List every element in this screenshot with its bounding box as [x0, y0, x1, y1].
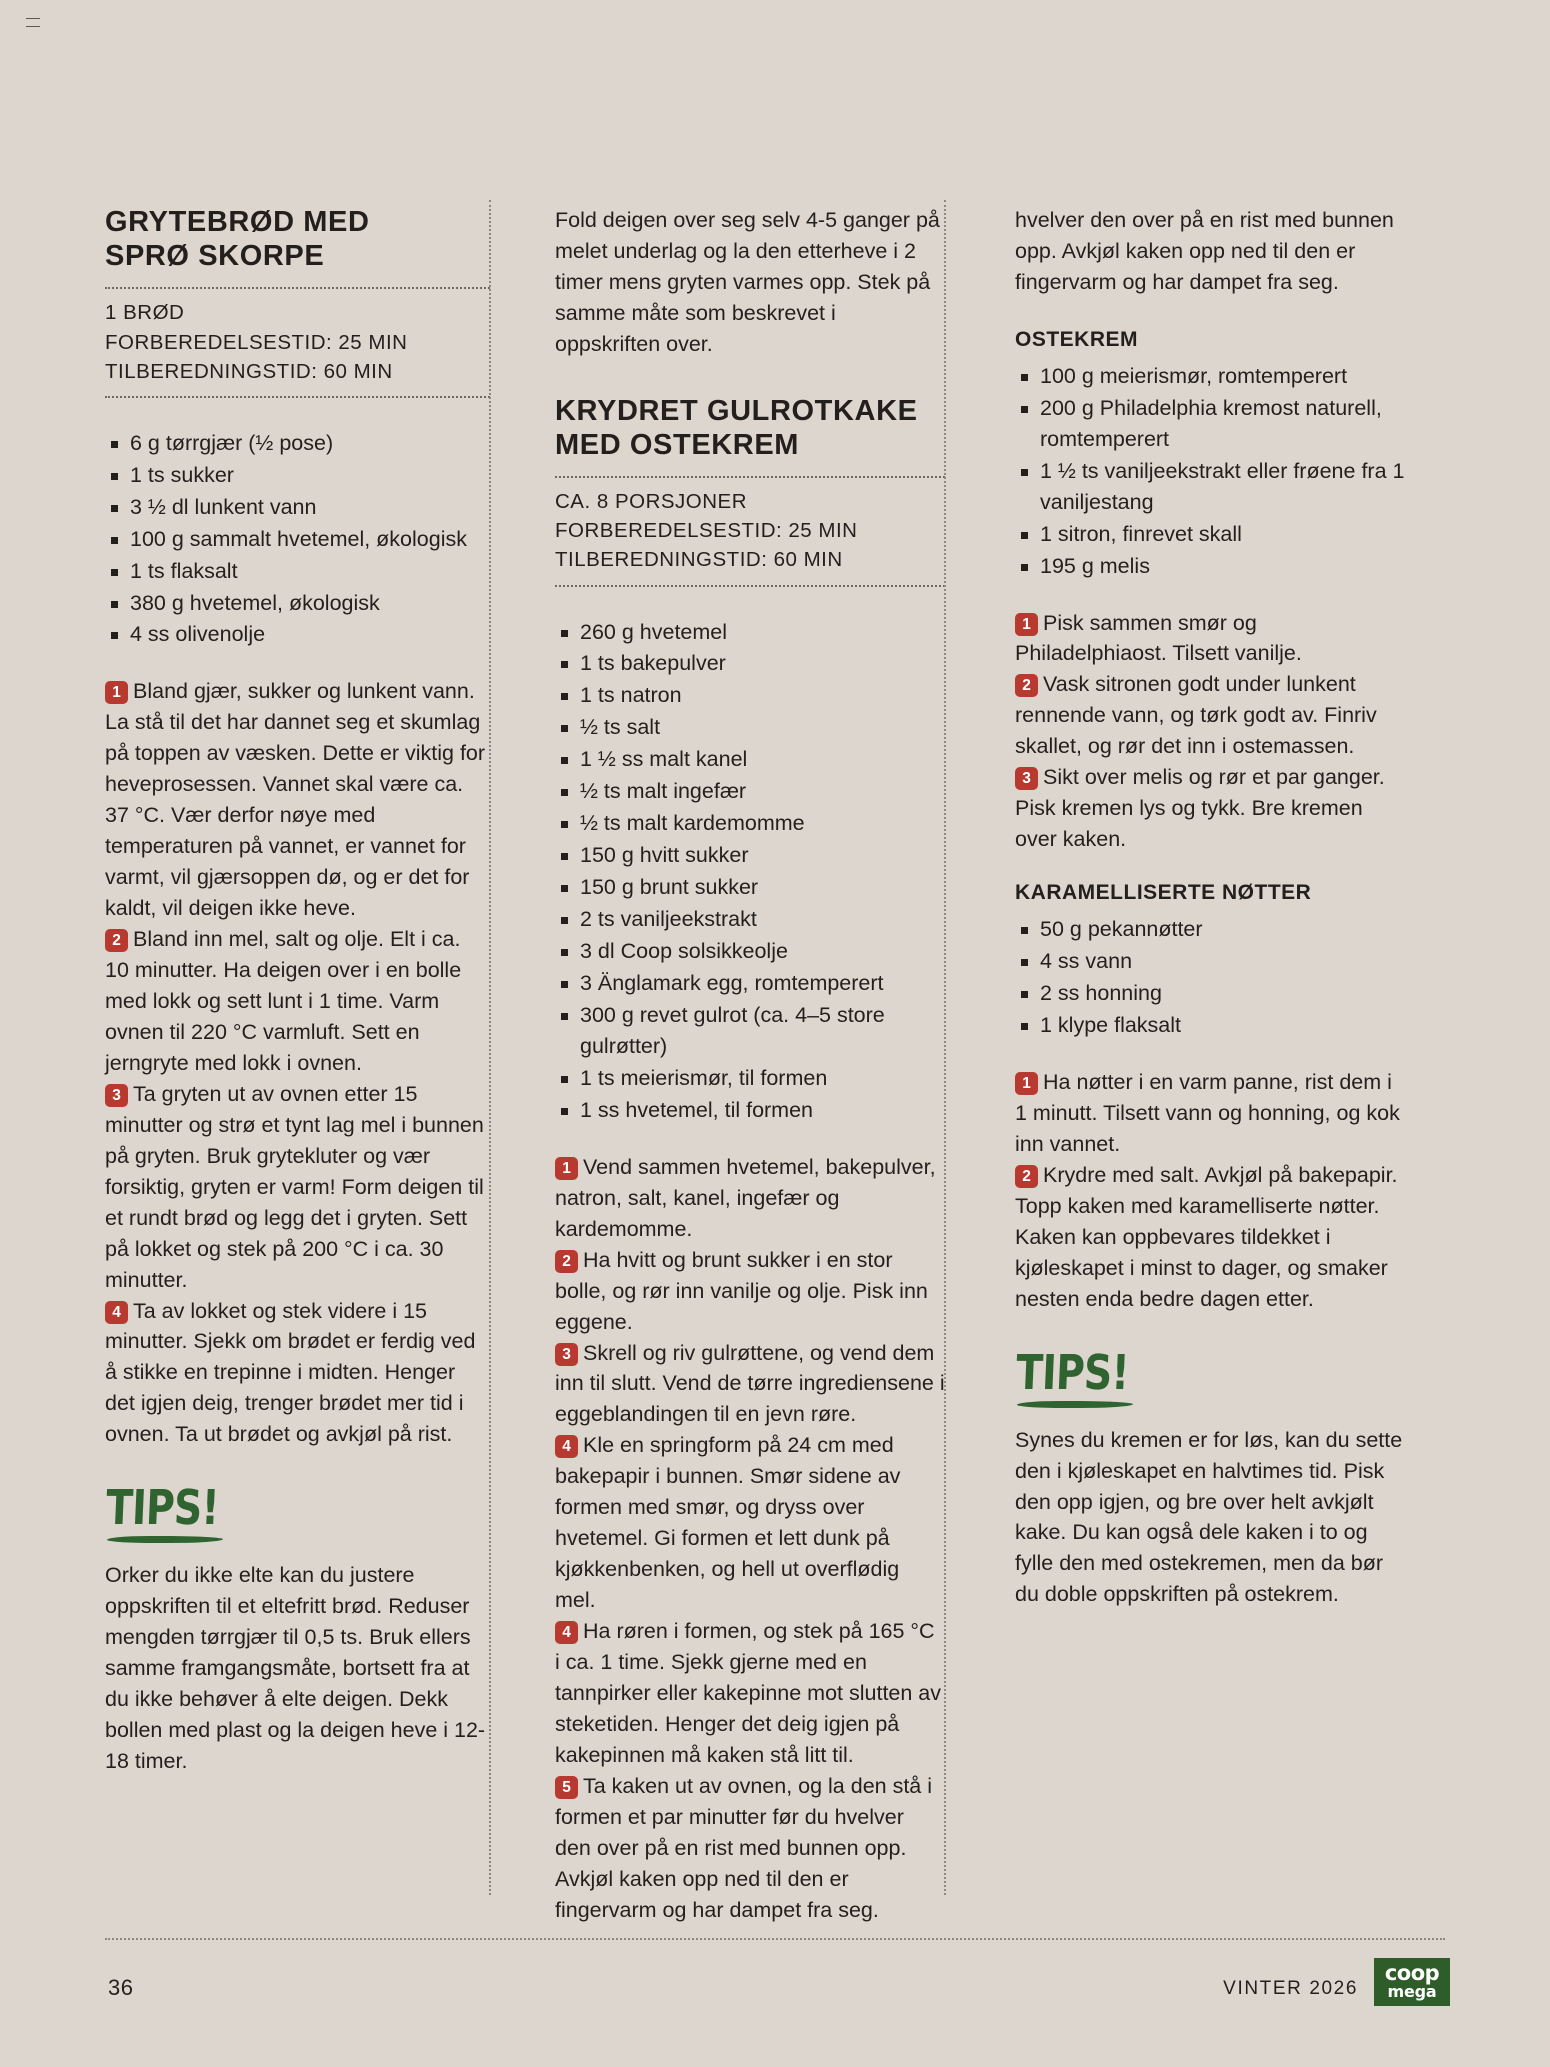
cake-recipe-title: [555, 394, 945, 462]
step-text: Skrell og riv gulrøttene, og vend dem inn til slutt. Vend de tørre ingrediensene i eggeblandingen til en jevn røre.: [555, 1340, 945, 1427]
frosting-steps: [1015, 608, 1405, 856]
step-text: Vend sammen hvetemel, bakepulver, natron, salt, kanel, ingefær og kardemomme.: [555, 1154, 936, 1241]
list-item: 1 ts bakepulver: [555, 648, 945, 679]
bread-tips-text: Orker du ikke elte kan du justere oppskriften til et eltefritt brød. Reduser mengden tørrgjær til 0,5 ts. Bruk ellers samme framgangsmåte, bortsett fra at du ikke behøver å elte deigen. Dekk bollen med plast og la deigen heve i 12-18 timer.: [105, 1563, 486, 1773]
step-badge: 2: [555, 1250, 578, 1273]
cake-tips-text: Synes du kremen er for løs, kan du sette den i kjøleskapet en halvtimes tid. Pisk den opp igjen, og bre over helt avkjølt kake. Du kan også dele kaken i to og fylle den med ostekremen, men da bør du doble oppskriften på ostekrem.: [1015, 1427, 1403, 1607]
list-item: ½ ts malt ingefær: [555, 776, 945, 807]
cake-recipe-meta: [555, 476, 945, 586]
step-paragraph: [1015, 669, 1405, 762]
cake-title-line-2: MED OSTEKREM: [555, 428, 800, 461]
list-item: 3 Änglamark egg, romtemperert: [555, 968, 945, 999]
bread-cook-time: TILBEREDNINGSTID: 60 MIN: [105, 359, 393, 383]
step-badge: 1: [555, 1157, 578, 1180]
step-paragraph: [555, 1771, 945, 1926]
cake-cook-time: TILBEREDNINGSTID: 60 MIN: [555, 548, 843, 572]
tips-label: TIPS!: [1014, 1344, 1130, 1401]
bread-tips-heading: [104, 1480, 255, 1546]
step-paragraph: [1015, 1160, 1405, 1222]
step-paragraph: [555, 1338, 945, 1431]
step-paragraph: [105, 1079, 490, 1296]
step-badge: 5: [555, 1776, 578, 1799]
step-paragraph: [105, 676, 490, 924]
step-badge: 2: [105, 929, 128, 952]
bread-recipe-title: [105, 205, 490, 273]
step-text: Ta av lokket og stek videre i 15 minutter. Sjekk om brødet er ferdig ved å stikke en trepinne i midten. Henger det igjen deig, trenger brødet mer tid i ovnen. Ta ut brødet og avkjøl på rist.: [105, 1298, 476, 1447]
step-text: Ha røren i formen, og stek på 165 °C i ca. 1 time. Sjekk gjerne med en tannpirker eller kakepinne mot slutten av steketiden. Henger det deig igjen på kakepinnen må kaken stå litt til.: [555, 1619, 942, 1767]
step-badge: 1: [1015, 613, 1038, 636]
step-text: Ha nøtter i en varm panne, rist dem i 1 minutt. Tilsett vann og honning, og kok inn vannet.: [1015, 1069, 1400, 1156]
list-item: 300 g revet gulrot (ca. 4–5 store gulrøtter): [555, 1000, 945, 1062]
step-badge: 1: [105, 681, 128, 704]
list-item: 1 ts meierismør, til formen: [555, 1063, 945, 1094]
list-item: 1 ts sukker: [105, 460, 490, 491]
frosting-heading: OSTEKREM: [1015, 327, 1139, 351]
list-item: 150 g brunt sukker: [555, 872, 945, 903]
bread-tips-text-continued: Fold deigen over seg selv 4-5 ganger på melet underlag og la den etterheve i 2 timer mens gryten varmes opp. Stek på samme måte som beskrevet i oppskriften over.: [555, 208, 940, 356]
step-text: Bland inn mel, salt og olje. Elt i ca. 10 minutter. Ha deigen over i en bolle med lokk og sett lunt i 1 time. Varm ovnen til 220 °C varmluft. Sett en jerngryte med lokk i ovnen.: [105, 927, 462, 1075]
list-item: 1 ½ ts vaniljeekstrakt eller frøene fra 1 vaniljestang: [1015, 456, 1405, 518]
footer-divider: [105, 1938, 1445, 1940]
frosting-ingredient-list: [1015, 361, 1405, 582]
list-item: 4 ss olivenolje: [105, 619, 490, 650]
list-item: 150 g hvitt sukker: [555, 840, 945, 871]
list-item: 380 g hvetemel, økologisk: [105, 588, 490, 619]
step-paragraph: [1015, 1067, 1405, 1160]
step-badge: 1: [1015, 1072, 1038, 1095]
column-three: [960, 205, 1430, 1895]
list-item: 6 g tørrgjær (½ pose): [105, 428, 490, 459]
step-badge: 2: [1015, 1165, 1038, 1188]
cake-yield: CA. 8 PORSJONER: [555, 490, 748, 514]
list-item: 3 ½ dl lunkent vann: [105, 492, 490, 523]
step-badge: 3: [555, 1343, 578, 1366]
step-badge: 3: [1015, 767, 1038, 790]
step-paragraph: [555, 1245, 945, 1338]
step-paragraph-continued: [1015, 205, 1405, 298]
step-paragraph: [555, 1430, 945, 1616]
crop-mark: [26, 18, 40, 27]
logo-mega-text: mega: [1387, 1981, 1437, 2001]
list-item: 2 ts vaniljeekstrakt: [555, 904, 945, 935]
step-badge: 2: [1015, 674, 1038, 697]
page-number: 36: [108, 1975, 134, 2000]
cake-prep-time: FORBEREDELSESTID: 25 MIN: [555, 519, 858, 543]
list-item: 200 g Philadelphia kremost naturell, romtemperert: [1015, 393, 1405, 455]
step-text: Bland gjær, sukker og lunkent vann. La stå til det har dannet seg et skumlag på toppen av væsken. Dette er viktig for heveprosessen. Vannet skal være ca. 37 °C. Vær derfor nøye med temperaturen på vannet, er vannet for varmt, vil gjærsoppen dø, og er det for kaldt, vil deigen ikke heve.: [105, 679, 486, 921]
list-item: 3 dl Coop solsikkeolje: [555, 936, 945, 967]
list-item: ½ ts malt kardemomme: [555, 808, 945, 839]
list-item: 50 g pekannøtter: [1015, 914, 1405, 945]
column-one: [105, 205, 505, 1895]
step-text: Kle en springform på 24 cm med bakepapir i bunnen. Smør sidene av formen med smør, og dryss over hvetemel. Gi formen et lett dunk på kjøkkenbenken, og hell ut overflødig mel.: [555, 1433, 901, 1613]
nuts-steps: [1015, 1067, 1405, 1315]
issue-label: VINTER 2026: [1223, 1978, 1358, 1999]
step-text: Ta gryten ut av ovnen etter 15 minutter og strø et tynt lag mel i bunnen på gryten. Bruk grytekluter og vær forsiktig, gryten er varm! Form deigen til et rundt brød og legg det i gryten. Sett på lokket og stek på 200 °C i ca. 30 minutter.: [105, 1081, 484, 1292]
step-paragraph: [1015, 608, 1405, 670]
tips-label: TIPS!: [104, 1480, 220, 1537]
list-item: 2 ss honning: [1015, 978, 1405, 1009]
nuts-ingredient-list: [1015, 914, 1405, 1041]
list-item: 1 ss hvetemel, til formen: [555, 1095, 945, 1126]
coop-mega-logo: [1374, 1958, 1450, 2006]
bread-yield: 1 BRØD: [105, 301, 185, 325]
step-paragraph: [555, 1616, 945, 1771]
list-item: 260 g hvetemel: [555, 617, 945, 648]
bread-title-line-2: SPRØ SKORPE: [105, 240, 325, 273]
step-text: Ha hvitt og brunt sukker i en stor bolle, og rør inn vanilje og olje. Pisk inn eggene.: [555, 1247, 928, 1334]
step-badge: 4: [555, 1621, 578, 1644]
logo-coop-text: coop: [1384, 1961, 1440, 1986]
step-text: Krydre med salt. Avkjøl på bakepapir. Topp kaken med karamelliserte nøtter.: [1015, 1162, 1398, 1218]
list-item: 1 sitron, finrevet skall: [1015, 519, 1405, 550]
list-item: 195 g melis: [1015, 551, 1405, 582]
tips-underline-stroke: [107, 1536, 223, 1543]
bread-steps: [105, 676, 490, 1450]
step-paragraph: [105, 1296, 490, 1451]
closing-note: Kaken kan oppbevares tildekket i kjøleskapet i minst to dager, og smaker nesten enda bedre dagen etter.: [1015, 1224, 1388, 1311]
bread-prep-time: FORBEREDELSESTID: 25 MIN: [105, 330, 408, 354]
list-item: 1 ts natron: [555, 680, 945, 711]
step-paragraph: [105, 924, 490, 1079]
list-item: 100 g meierismør, romtemperert: [1015, 361, 1405, 392]
bread-title-line-1: GRYTEBRØD MED: [105, 206, 370, 238]
cake-steps: [555, 1152, 945, 1926]
cake-step-six-continued: [1015, 205, 1405, 298]
cake-ingredient-list: [555, 617, 945, 1126]
bread-ingredient-list: [105, 428, 490, 651]
step-paragraph: [1015, 762, 1405, 855]
cake-tips-heading: [1014, 1344, 1165, 1411]
list-item: 1 ts flaksalt: [105, 556, 490, 587]
list-item: ½ ts salt: [555, 712, 945, 743]
step-paragraph: [555, 1152, 945, 1245]
list-item: 100 g sammalt hvetemel, økologisk: [105, 524, 490, 555]
cake-title-line-1: KRYDRET GULROTKAKE: [555, 394, 918, 427]
step-text: Sikt over melis og rør et par ganger. Pisk kremen lys og tykk. Bre kremen over kaken.: [1015, 765, 1385, 852]
list-item: 1 klype flaksalt: [1015, 1010, 1405, 1041]
tips-underline-stroke: [1017, 1401, 1133, 1408]
nuts-heading: KARAMELLISERTE NØTTER: [1015, 881, 1312, 905]
step-text: Vask sitronen godt under lunkent rennende vann, og tørk godt av. Finriv skallet, og rør det inn i ostemassen.: [1015, 672, 1377, 759]
step-text: Pisk sammen smør og Philadelphiaost. Tilsett vanilje.: [1015, 610, 1302, 666]
step-badge: 3: [105, 1084, 128, 1107]
list-item: 1 ½ ss malt kanel: [555, 744, 945, 775]
bread-recipe-meta: [105, 287, 490, 397]
column-two: [505, 205, 960, 1922]
list-item: 4 ss vann: [1015, 946, 1405, 977]
step-badge: 4: [555, 1435, 578, 1458]
step-text: Ta kaken ut av ovnen, og la den stå i formen et par minutter før du hvelver den over på en rist med bunnen opp. Avkjøl kaken opp ned til den er fingervarm og har dampet fra seg.: [555, 1773, 933, 1922]
three-column-layout: [104, 205, 1445, 1922]
step-text-continued: hvelver den over på en rist med bunnen opp. Avkjøl kaken opp ned til den er fingervarm og har dampet fra seg.: [1015, 208, 1394, 294]
step-badge: 4: [105, 1301, 128, 1324]
